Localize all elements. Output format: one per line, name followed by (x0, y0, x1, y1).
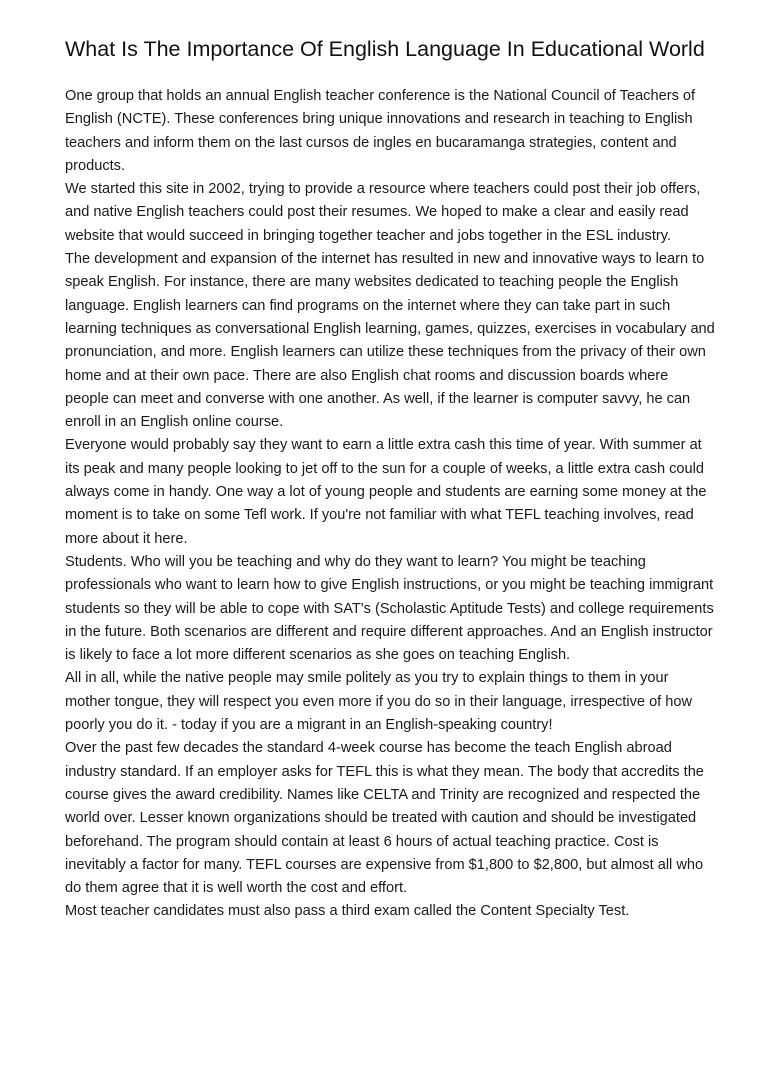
document-page (65, 38, 715, 924)
paragraph-4: Everyone would probably say they want to earn a little extra cash this time of year. With summer at its peak and many people looking to jet off to the sun for a couple of weeks, a little extra cash could always come in handy. One way a lot of young people and students are earning some money at the moment is to take on some Tefl work. If you're not familiar with what TEFL teaching involves, read more about it here. (65, 437, 707, 547)
paragraph-5: Students. Who will you be teaching and why do they want to learn? You might be teaching professionals who want to learn how to give English instructions, or you might be teaching immigrant students so they will be able to cope with SAT's (Scholastic Aptitude Tests) and college requirements in the future. Both scenarios are different and require different approaches. And an English instructor is likely to face a lot more different scenarios as she goes on teaching English. (65, 553, 714, 664)
paragraph-6: All in all, while the native people may smile politely as you try to explain things to them in your mother tongue, they will respect you even more if you do so in their language, irrespective of how poorly you do it. - today if you are a migrant in an English-speaking country! (65, 670, 693, 734)
paragraph-8: Most teacher candidates must also pass a third exam called the Content Specialty Test. (65, 903, 630, 920)
paragraph-3: The development and expansion of the internet has resulted in new and innovative ways to learn to speak English. For instance, there are many websites dedicated to teaching people the English language. English learners can find programs on the internet where they can take part in such learning techniques as conversational English learning, games, quizzes, exercises in vocabulary and pronunciation, and more. English learners can utilize these techniques from the privacy of their own home and at their own pace. There are also English chat rooms and discussion boards where people can meet and converse with one another. As well, if the learner is computer savvy, he can enroll in an English online course. (65, 251, 715, 431)
paragraph-7: Over the past few decades the standard 4-week course has become the teach English abroad industry standard. If an employer asks for TEFL this is what they mean. The body that accredits the course gives the award credibility. Names like CELTA and Trinity are recognized and respected the world over. Lesser known organizations should be treated with caution and should be investigated beforehand. The program should contain at least 6 hours of actual teaching practice. Cost is inevitably a factor for many. TEFL courses are expensive from $1,800 to $2,800, but almost all who do them agree that it is well worth the cost and effort. (65, 740, 704, 897)
document-title: What Is The Importance Of English Language In Educational World (65, 37, 705, 61)
paragraph-1: One group that holds an annual English teacher conference is the National Council of Teachers of English (NCTE). These conferences bring unique innovations and research in teaching to English teachers and inform them on the last cursos de ingles en bucaramanga strategies, content and products. (65, 88, 696, 174)
paragraph-2: We started this site in 2002, trying to provide a resource where teachers could post their job offers, and native English teachers could post their resumes. We hoped to make a clear and easily read website that would succeed in bringing together teacher and jobs together in the ESL industry. (65, 181, 701, 244)
document-body (65, 85, 715, 924)
